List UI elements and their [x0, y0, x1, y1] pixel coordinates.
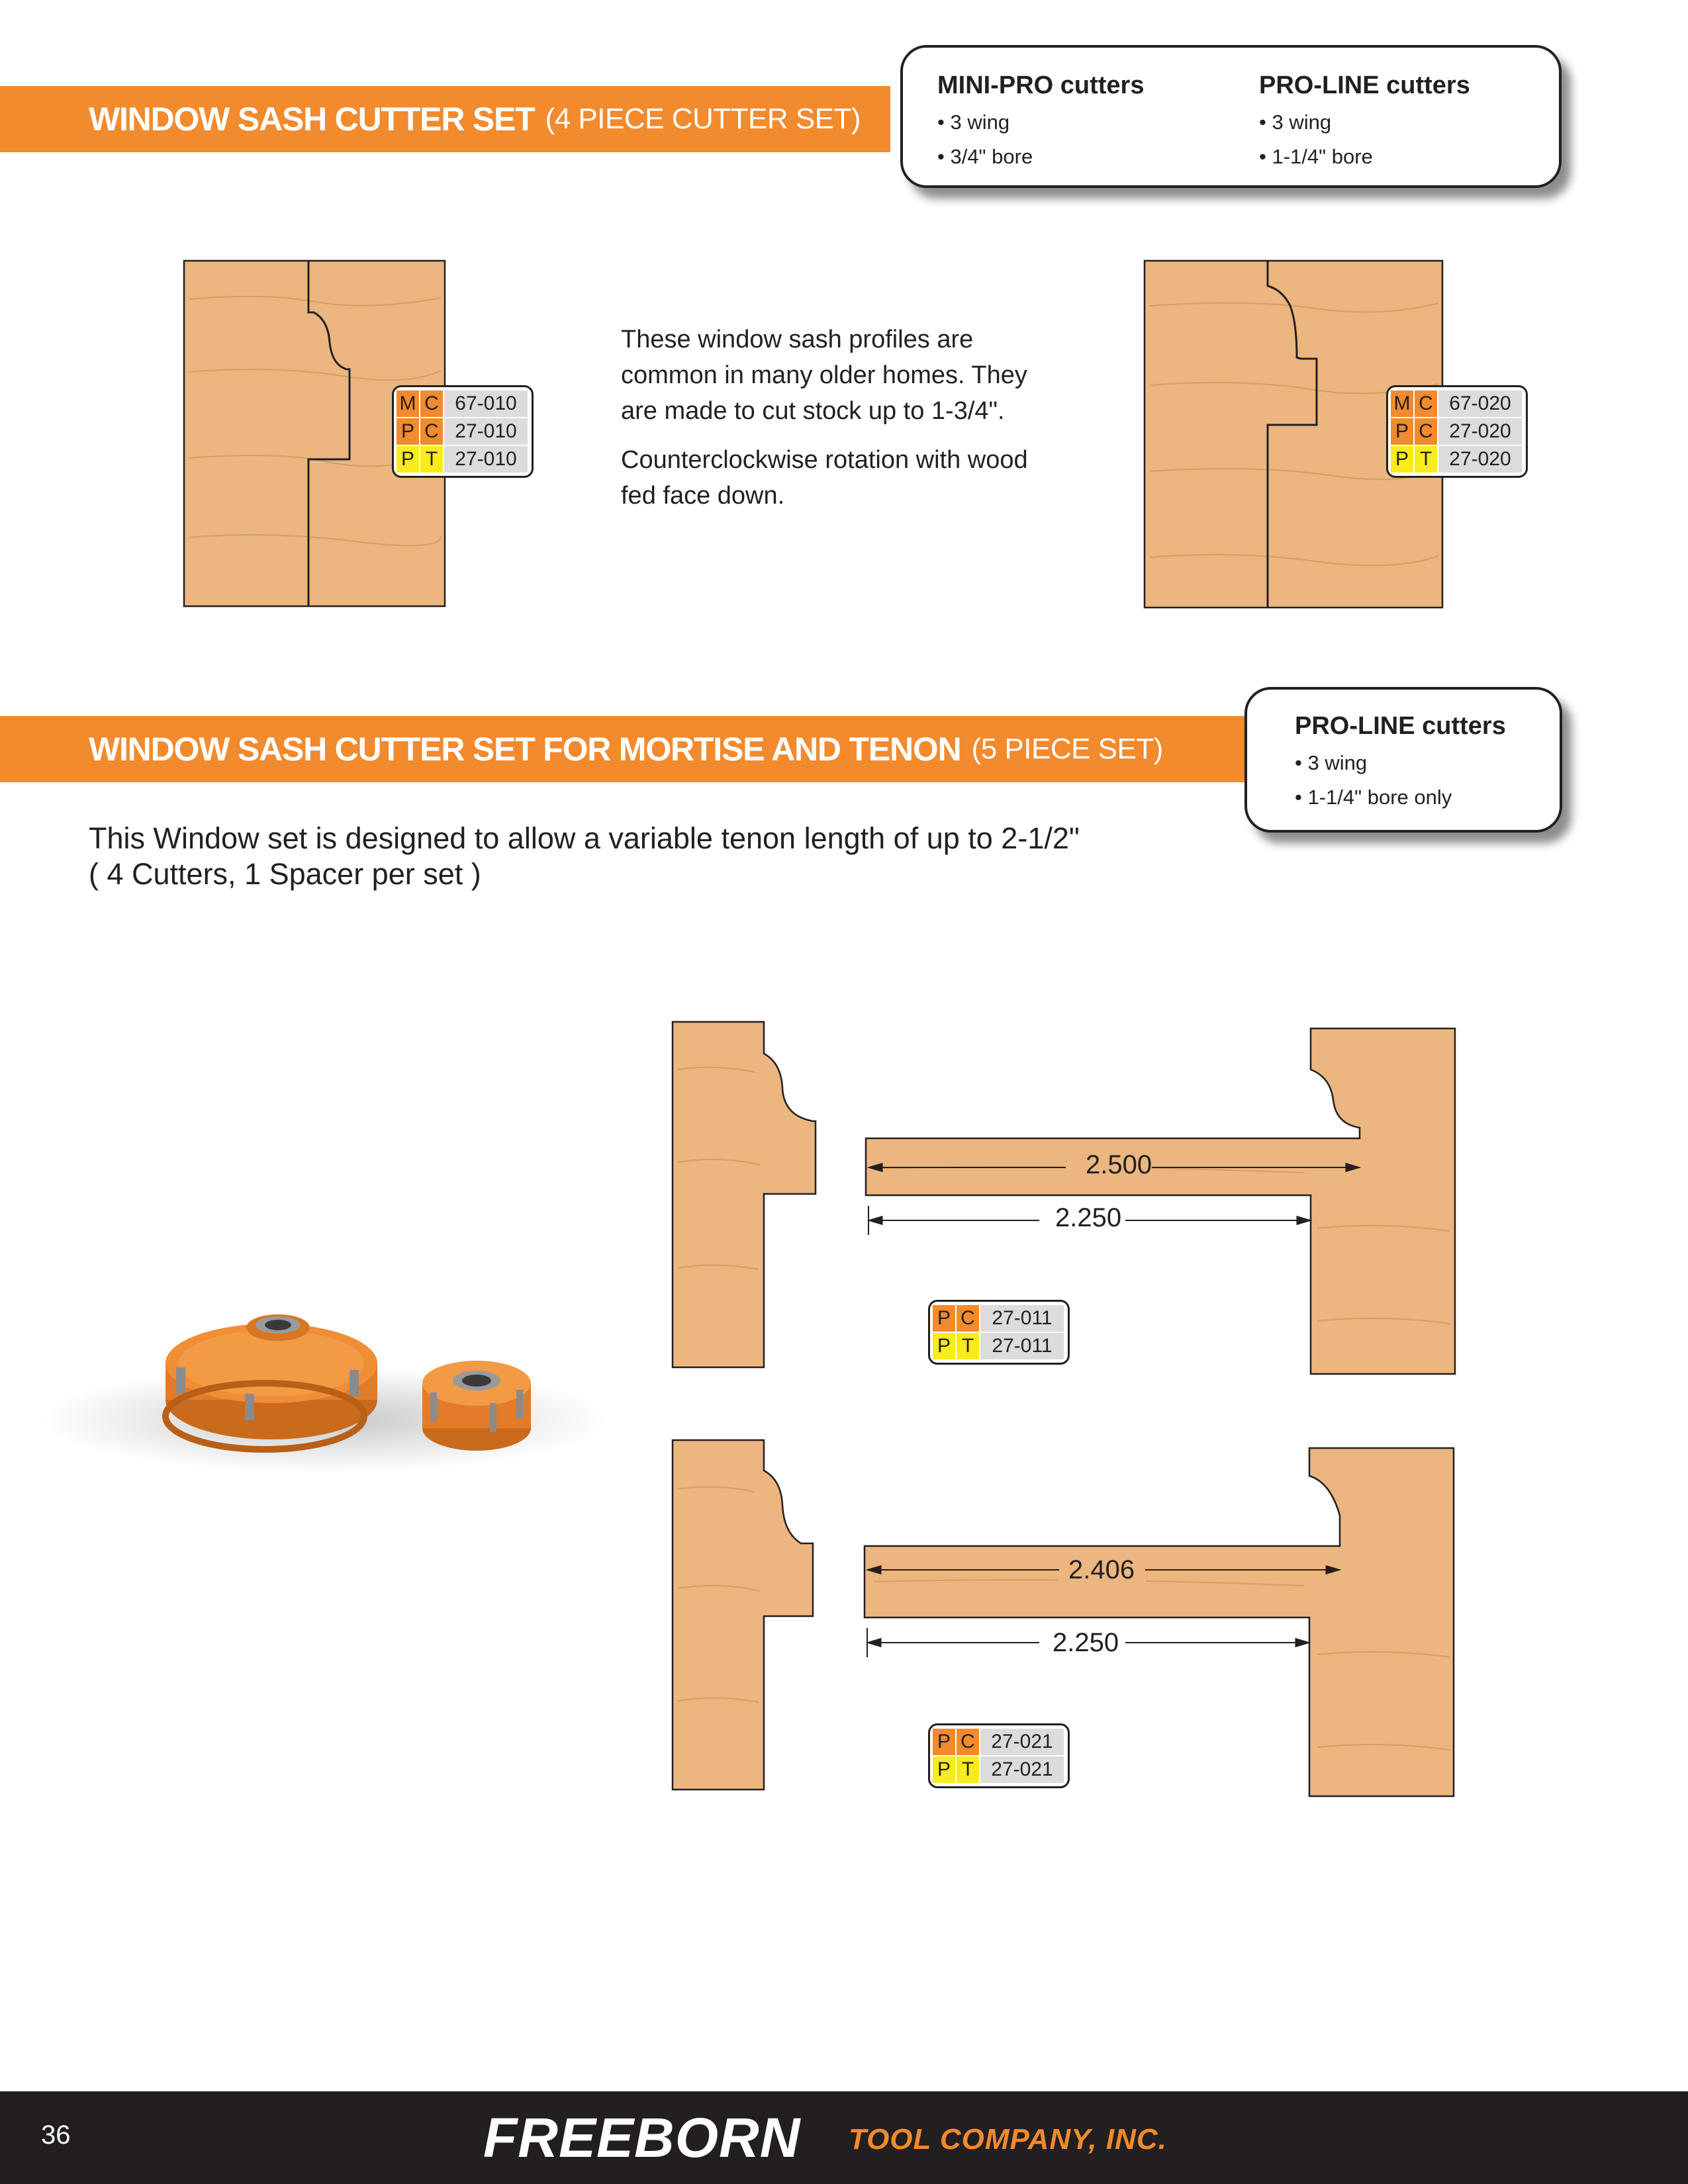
code-letter: C — [420, 390, 443, 417]
section2-cutter-info-box — [1244, 687, 1562, 833]
part-code-row — [933, 1756, 1065, 1783]
pro-line-item: • 1-1/4" bore only — [1295, 786, 1452, 809]
part-number: 67-010 — [444, 390, 528, 417]
code-letter: P — [933, 1333, 955, 1359]
pro-line-column — [1295, 712, 1506, 809]
section2-intro — [89, 821, 1214, 892]
section2-title: WINDOW SASH CUTTER SET FOR MORTISE AND TENON — [89, 731, 961, 768]
brand-logo: FREEBORN — [483, 2107, 801, 2169]
dimension-label: 2.250 — [1055, 1203, 1122, 1232]
part-code-row — [397, 446, 529, 473]
company-name: TOOL COMPANY, INC. — [849, 2123, 1167, 2156]
mini-pro-heading: MINI-PRO cutters — [937, 71, 1145, 99]
pro-line-item: • 3 wing — [1295, 751, 1368, 774]
section1-subtitle: (4 PIECE CUTTER SET) — [545, 103, 861, 135]
description-line: These window sash profiles are — [621, 326, 974, 353]
part-code-row — [933, 1333, 1065, 1359]
code-letter: T — [957, 1756, 979, 1783]
section1-cutter-info-box — [900, 45, 1562, 188]
section2-subtitle: (5 PIECE SET) — [971, 733, 1163, 765]
code-letter: P — [1391, 446, 1413, 473]
code-letter: P — [933, 1729, 955, 1755]
pro-line-item: • 3 wing — [1259, 111, 1332, 134]
code-letter: M — [1391, 390, 1413, 417]
description-line: common in many older homes. They — [621, 361, 1027, 389]
part-number: 27-021 — [980, 1729, 1064, 1755]
code-letter: P — [397, 446, 419, 473]
code-letter: C — [957, 1729, 979, 1755]
code-letter: T — [957, 1333, 979, 1359]
section1-title: WINDOW SASH CUTTER SET — [89, 101, 535, 138]
page-footer — [0, 2091, 1688, 2184]
code-letter: M — [397, 390, 419, 417]
intro-line: This Window set is designed to allow a variable tenon length of up to 2-1/2" — [89, 821, 1080, 855]
code-letter: P — [397, 418, 419, 445]
pro-line-column — [1259, 71, 1470, 169]
code-letter: P — [933, 1305, 955, 1332]
code-letter: P — [1391, 418, 1413, 445]
part-code-row — [933, 1305, 1065, 1332]
intro-line: ( 4 Cutters, 1 Spacer per set ) — [89, 857, 481, 891]
part-code-row — [1391, 390, 1523, 417]
pro-line-heading: PRO-LINE cutters — [1295, 712, 1506, 740]
part-code-row — [1391, 418, 1523, 445]
section1-description — [621, 322, 1084, 514]
page-number: 36 — [41, 2120, 71, 2150]
section2-banner — [0, 716, 1244, 782]
code-letter: P — [933, 1756, 955, 1783]
part-number: 27-010 — [444, 418, 528, 445]
part-number: 27-020 — [1438, 418, 1522, 445]
rotation-note-line: Counterclockwise rotation with wood — [621, 446, 1028, 474]
code-letter: T — [1415, 446, 1437, 473]
part-number: 27-010 — [444, 446, 528, 473]
dimension-label: 2.500 — [1086, 1150, 1152, 1179]
part-number: 67-020 — [1438, 390, 1522, 417]
cutter-set-product-image — [26, 1251, 662, 1529]
part-number: 27-021 — [980, 1756, 1064, 1783]
dimension-label: 2.250 — [1053, 1628, 1119, 1657]
part-code-row — [397, 390, 529, 417]
code-letter: C — [420, 418, 443, 445]
code-letter: C — [1415, 390, 1437, 417]
dimension-label: 2.406 — [1068, 1555, 1135, 1584]
part-number: 27-011 — [980, 1305, 1064, 1332]
section1-banner — [0, 86, 890, 152]
part-code-row — [397, 418, 529, 445]
mini-pro-item: • 3/4" bore — [937, 145, 1033, 168]
rotation-note-line: fed face down. — [621, 482, 785, 510]
part-code-row — [1391, 446, 1523, 473]
part-code-box — [1386, 385, 1528, 478]
part-code-box — [928, 1723, 1070, 1788]
pro-line-item: • 1-1/4" bore — [1259, 145, 1373, 168]
mini-pro-column — [937, 71, 1144, 169]
description-line: are made to cut stock up to 1-3/4". — [621, 397, 1005, 425]
code-letter: C — [1415, 418, 1437, 445]
part-code-row — [933, 1729, 1065, 1755]
part-code-box — [928, 1300, 1070, 1365]
code-letter: C — [957, 1305, 979, 1332]
part-number: 27-011 — [980, 1333, 1064, 1359]
mini-pro-item: • 3 wing — [937, 111, 1010, 134]
part-number: 27-020 — [1438, 446, 1522, 473]
code-letter: T — [420, 446, 443, 473]
pro-line-heading: PRO-LINE cutters — [1259, 71, 1470, 99]
part-code-box — [392, 385, 534, 478]
